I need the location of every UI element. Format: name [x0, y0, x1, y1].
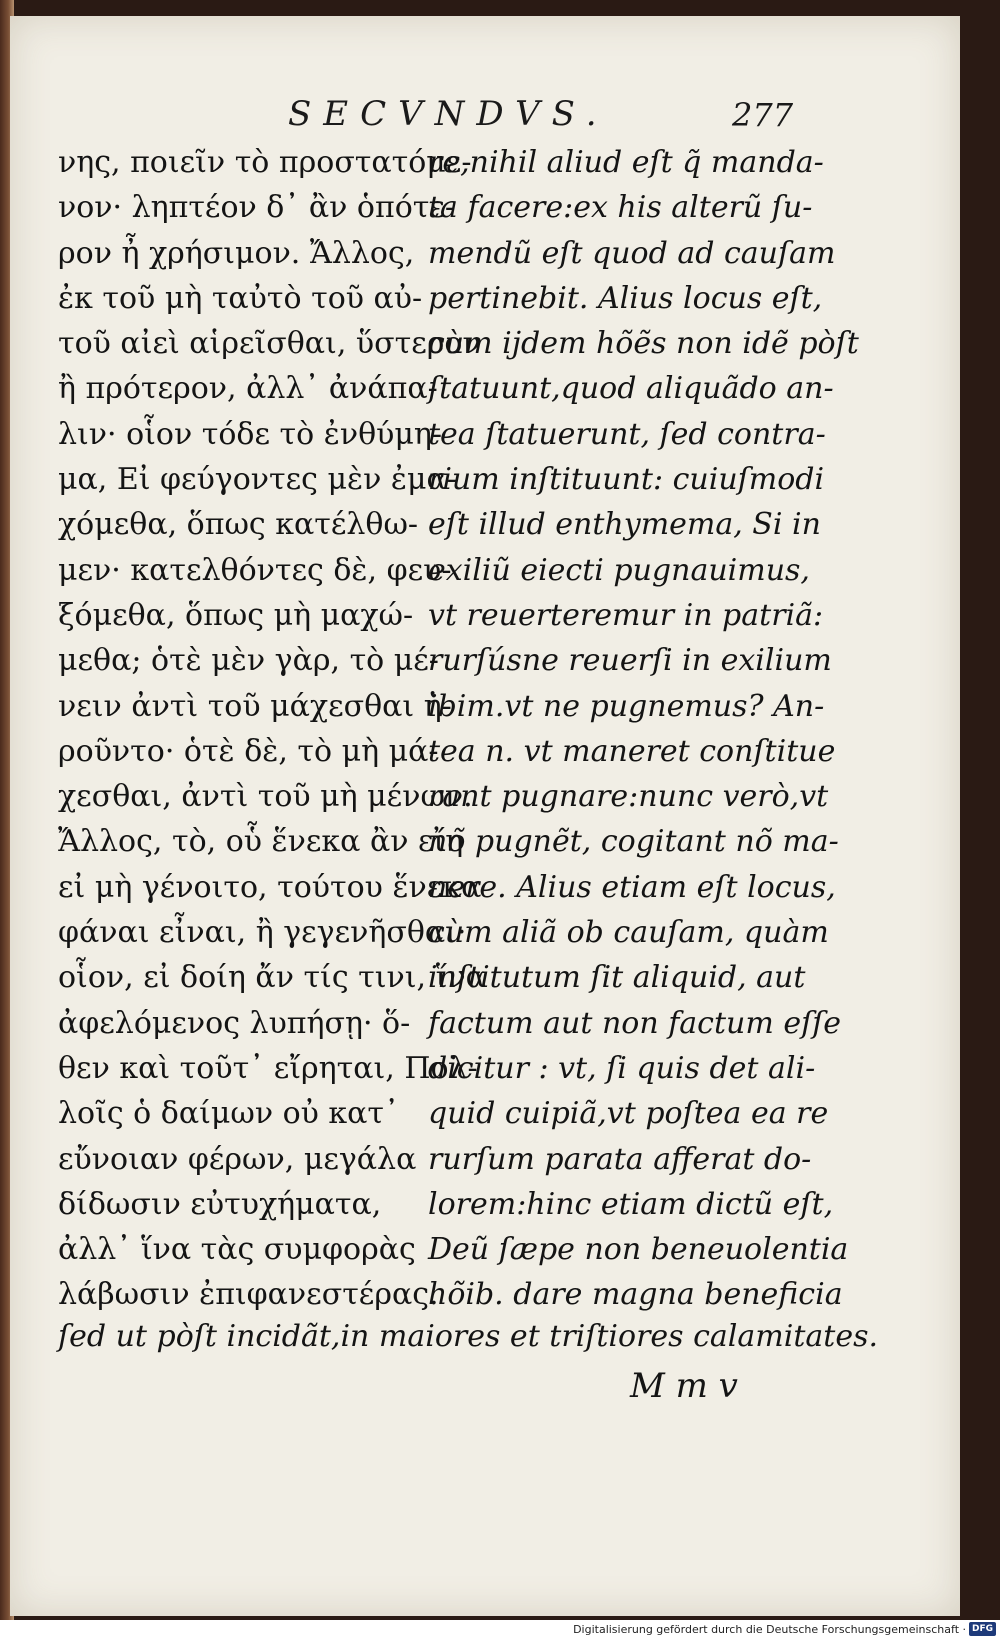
greek-text-line: νον· ληπτέον δ᾽ ἂν ὁπότε- [58, 190, 456, 226]
greek-text-line: μεν· κατελθόντες δὲ, φευ- [58, 552, 452, 588]
latin-text-line: factum aut non factum eſſe [428, 1005, 842, 1041]
greek-text-line: δίδωσιν εὐτυχήματα, [58, 1186, 382, 1222]
final-latin-line: ſed ut pòſt incidãt,in maiores et triſtiores calamitates. [58, 1319, 879, 1354]
greek-text-line: ἀφελόμενος λυπήσῃ· ὅ- [58, 1005, 411, 1041]
greek-text-line: χεσθαι, ἀντὶ τοῦ μὴ μένων. [58, 779, 473, 815]
latin-text-line: exiliũ eiecti pugnauimus, [428, 552, 810, 588]
greek-text-line: εἰ μὴ γένοιτο, τούτου ἕνεκα [58, 869, 482, 905]
greek-column [58, 140, 486, 1318]
greek-text-line: εὔνοιαν φέρων, μεγάλα [58, 1141, 417, 1177]
greek-text-line: ροῦντο· ὁτὲ δὲ, τὸ μὴ μά- [58, 733, 439, 769]
signature-mark: M m v [630, 1366, 738, 1406]
latin-text-line: inſtitutum ſit aliquid, aut [428, 960, 806, 996]
greek-text-line: χόμεθα, ὅπως κατέλθω- [58, 507, 419, 543]
latin-text-line: tea n. vt maneret conſtitue [428, 733, 836, 769]
dfg-logo: DFG [969, 1622, 996, 1636]
greek-text-line: ξόμεθα, ὅπως μὴ μαχώ- [58, 597, 414, 633]
latin-text-line: mendũ eſt quod ad cauſam [428, 235, 836, 271]
latin-text-line: rurſum parata afferat do- [428, 1141, 812, 1177]
latin-text-line: ſtatuunt,quod aliquãdo an- [428, 371, 834, 407]
greek-text-line: οἷον, εἰ δοίη ἄν τίς τινι, ἵνα [58, 960, 486, 996]
funding-credit: Digitalisierung gefördert durch die Deutsche Forschungsgemeinschaft · [573, 1623, 966, 1636]
greek-text-line: λιν· οἷον τόδε τὸ ἐνθύμη- [58, 416, 442, 452]
page-number: 277 [732, 96, 794, 134]
greek-text-line: νειν ἀντὶ τοῦ μάχεσθαι ἡ- [58, 688, 452, 724]
latin-text-line: nõ pugnẽt, cogitant nõ ma- [428, 824, 839, 860]
latin-text-line: Deũ ſæpe non beneuolentia [428, 1232, 849, 1268]
greek-text-line: φάναι εἶναι, ἢ γεγενῆσθαι· [58, 915, 467, 951]
latin-text-line: lorem:hinc etiam dictũ eſt, [428, 1186, 834, 1222]
book-page [10, 16, 960, 1616]
greek-text-line: ἀλλ᾽ ἵνα τὰς συμφορὰς [58, 1232, 416, 1268]
latin-text-line: tea ſtatuerunt, ſed contra- [428, 416, 826, 452]
greek-text-line: νης, ποιεῖν τὸ προστατόμε- [58, 145, 472, 180]
latin-text-line: dicitur : vt, ſi quis det ali- [428, 1050, 816, 1086]
latin-text-line: cùm ijdem hõẽs non idẽ pòſt [428, 326, 859, 362]
greek-text-line: μεθα; ὁτὲ μὲν γὰρ, τὸ μέ- [58, 643, 439, 679]
greek-text-line: Ἄλλος, τὸ, οὗ ἕνεκα ἂν εἴη [58, 824, 464, 860]
greek-text-line: ρον ἦ χρήσιμον. Ἄλλος, [58, 235, 415, 271]
greek-text-line: λάβωσιν ἐπιφανεστέρας. [58, 1277, 439, 1313]
latin-text-line: rant pugnare:nunc verò,vt [428, 779, 829, 815]
latin-text-line: cùm aliã ob cauſam, quàm [428, 915, 829, 951]
latin-text-line: rium inſtituunt: cuiuſmodi [428, 462, 825, 498]
greek-text-line: θεν καὶ τοῦτ᾽ εἴρηται, Πολ- [58, 1050, 478, 1086]
greek-text-line: τοῦ αἰεὶ αἱρεῖσθαι, ὕστερον [58, 326, 481, 362]
latin-column [428, 140, 859, 1318]
latin-text-line: ta facere:ex his alterũ ſu- [428, 190, 813, 226]
running-head: SECVNDVS. [288, 94, 609, 134]
latin-text-line: hõib. dare magna beneficia [428, 1277, 843, 1313]
greek-text-line: ἐκ τοῦ μὴ ταὐτὸ τοῦ αὐ- [58, 280, 423, 316]
latin-text-line: pertinebit. Alius locus eſt, [428, 280, 823, 316]
latin-text-line: rurſúsne reuerſi in exilium [428, 643, 832, 679]
latin-text-line: nere. Alius etiam eſt locus, [428, 869, 836, 905]
latin-text-line: quid cuipiã,vt poſtea ea re [428, 1096, 829, 1132]
latin-text-line: re,nihil aliud eſt q̃ manda- [428, 145, 824, 180]
greek-text-line: ἢ πρότερον, ἀλλ᾽ ἀνάπα- [58, 371, 438, 407]
latin-text-line: vt reuerteremur in patriã: [428, 597, 824, 633]
greek-text-line: μα, Εἰ φεύγοντες μὲν ἐμα- [58, 462, 457, 498]
digitization-footer [0, 1620, 1000, 1645]
latin-text-line: ibim.vt ne pugnemus? An- [428, 688, 825, 724]
latin-text-line: eſt illud enthymema, Si in [428, 507, 821, 543]
greek-text-line: λοῖς ὁ δαίμων οὐ κατ᾽ [58, 1096, 400, 1132]
